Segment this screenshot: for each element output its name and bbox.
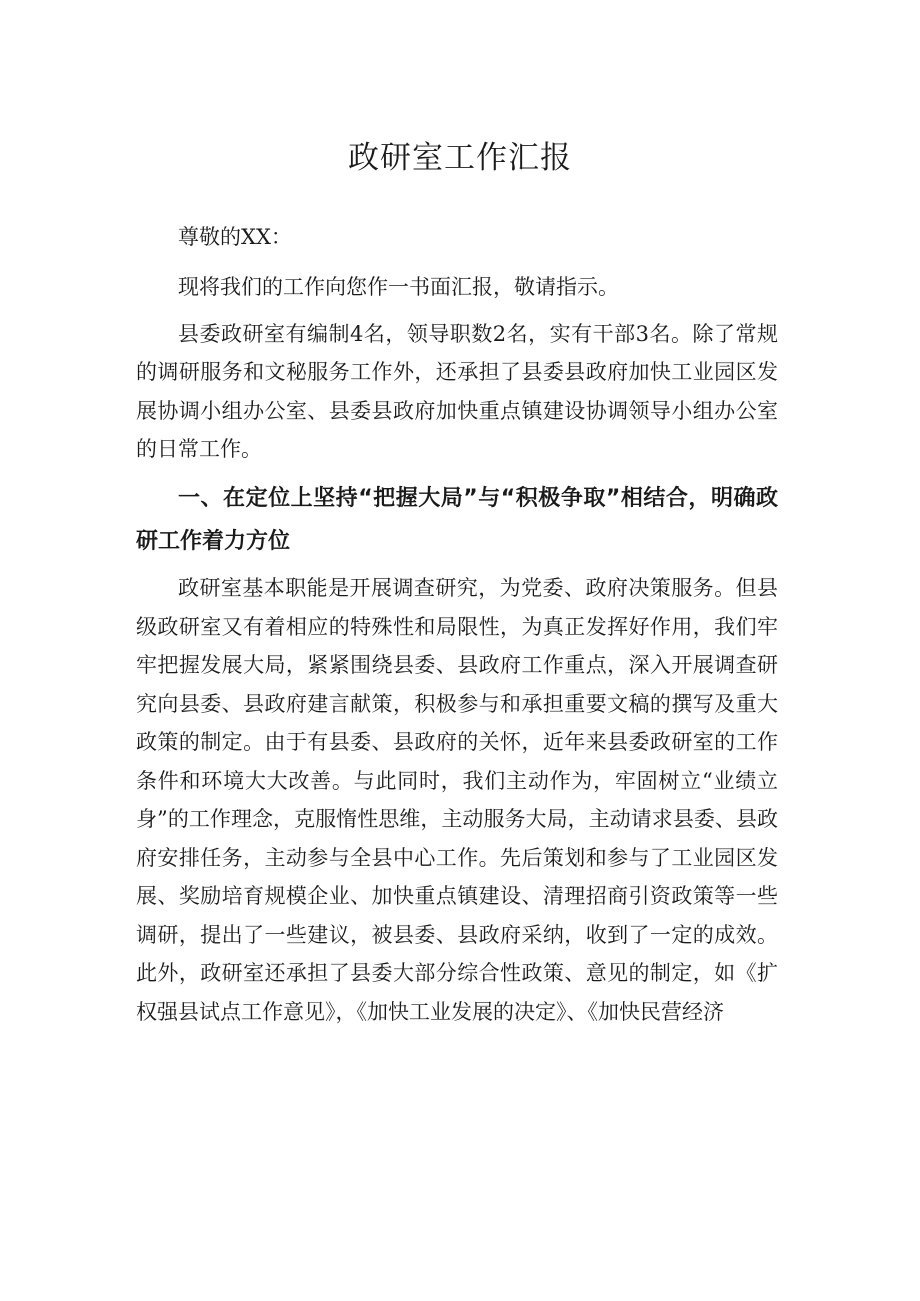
section-heading-1: 一、在定位上坚持“把握大局”与“积极争取”相结合，明确政研工作着力方位 [136,486,778,554]
paragraph-staffing: 县委政研室有编制4名，领导职数2名，实有干部3名。除了常规的调研服务和文秘服务工作外，还承担了县委县政府加快工业园区发展协调小组办公室、县委县政府加快重点镇建设协调领导小组办公室的日常工作。 [136,321,778,461]
document-title: 政研室工作汇报 [348,139,572,176]
document-body [136,218,778,1040]
paragraph-positioning: 政研室基本职能是开展调查研究，为党委、政府决策服务。但县级政研室又有着相应的特殊性和局限性，为真正发挥好作用，我们牢牢把握发展大局，紧紧围绕县委、县政府工作重点，深入开展调查研究向县委、县政府建言献策，积极参与和承担重要文稿的撰写及重大政策的制定。由于有县委、县政府的关怀，近年来县委政研室的工作条件和环境大大改善。与此同时，我们主动作为，牢固树立“业绩立身”的工作理念，克服惰性思维，主动服务大局，主动请求县委、县政府安排任务，主动参与全县中心工作。先后策划和参与了工业园区发展、奖励培育规模企业、加快重点镇建设、清理招商引资政策等一些调研，提出了一些建议，被县委、县政府采纳，收到了一定的成效。此外，政研室还承担了县委大部分综合性政策、意见的制定，如《扩权强县试点工作意见》，《加快工业发展的决定》、《加快民营经济 [136,576,778,1024]
intro-paragraph: 现将我们的工作向您作一书面汇报，敬请指示。 [178,274,619,299]
salutation: 尊敬的XX： [178,225,292,249]
